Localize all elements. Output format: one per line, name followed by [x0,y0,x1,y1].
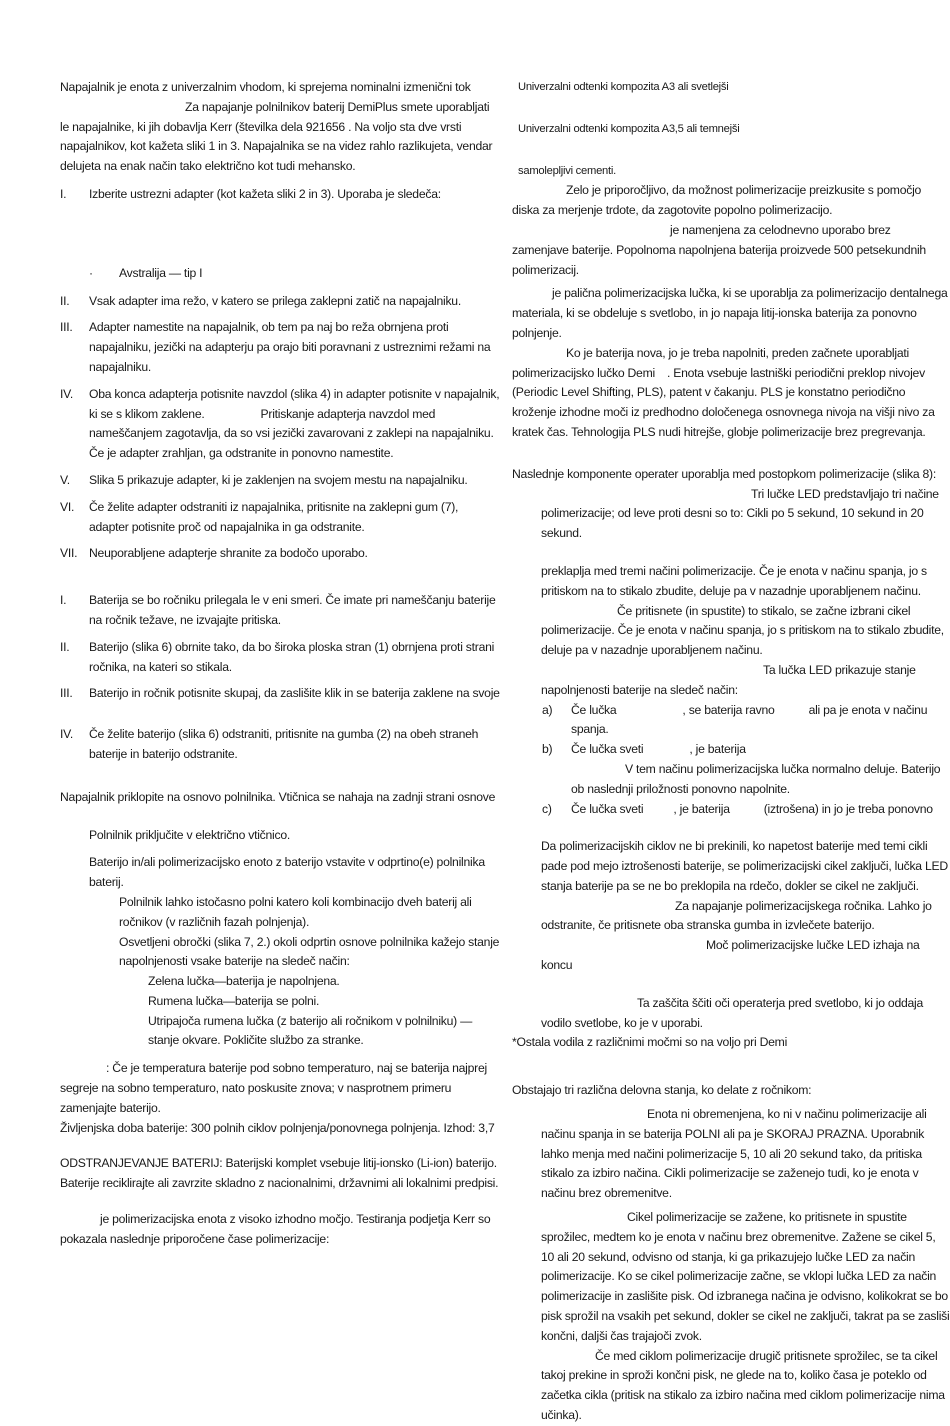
pen-light-description: je palična polimerizacijska lučka, ki se uporablja za polimerizacijo dentalnega materiala, ki se obdeluje s svetlobo, in jo napaja litij-ionska baterija za ponovno polnjenje. [512,286,948,340]
charger-rings: Osvetljeni obročki (slika 7, 2.) okoli odprtin osnove polnilnika kažejo stanje napolnjenosti vsake baterije na sledeč način: [119,934,500,969]
three-states-intro: Obstajajo tri različna delovna stanja, ko delate z ročnikom: [512,1083,812,1098]
charger-connect: Napajalnik priklopite na osnovo polnilnika. Vtičnica se nahaja na zadnji strani osnove [60,789,496,804]
temperature-note: : Če je temperatura baterije pod sobno temperaturo, naj se baterija najprej segreje na sobno temperaturo, nato poskusite znova; v nasprotnem primeru zamenjajte baterijo. [60,1061,487,1115]
mode-switch: preklaplja med tremi načini polimerizacije. Če je enota v načinu spanja, jo s pritiskom na to stikalo zbudite, deluje pa v nazadnje uporabljenem načinu. [541,563,927,598]
high-output-note: je polimerizacijska enota z visoko izhodno močjo. Testiranja podjetja Kerr so pokazala naslednje priporočene čase polimerizacije: [60,1212,491,1246]
bullet-dot: · [89,265,93,280]
battery-disposal: ODSTRANJEVANJE BATERIJ: Baterijski komplet vsebuje litij-ionsko (Li-ion) baterijo. Baterije reciklirajte ali zavrzite skladno z nacionalnimi, državnimi ali lokalnimi predpisi. [60,1156,499,1191]
power-supply-intro-cont: Za napajanje polnilnikov baterij DemiPlus smete uporabljati le napajalnike, ki jih dobavlja Kerr (številka dela 921656 . Na voljo sta dve vrsti napajalnikov, kot kažeta sliki 1 in 3. Napajalnika se na videz rahlo razlikujeta, vendar delujeta na enak način tako električno kot tudi mehansko. [60,99,493,174]
left-column [60,78,500,1250]
components-intro: Naslednje komponente operater uporablja med postopkom polimerizacije (slika 8): [512,466,936,481]
pls-description: . Enota vsebuje lastniški periodični preklop nivojev (Periodic Level Shifting, PLS), patent v čakanju. PLS je konstatno periodično kroženje izhodne moči iz predhodno določenega osnovnega nivoja na višji nivo za kratek čas. Tehnologija PLS nudi hitrejše, globje polimerizacije brez pregrevanja. [512,365,935,439]
charger-plug: Polnilnik priključite v električno vtičnico. [89,827,291,842]
hardness-recommendation: Zelo je priporočljivo, da možnost polimerizacije preizkusite s pomočjo diska za merjenje trdote, da zagotovite popolno polimerizacijo. [512,183,922,218]
battery-status-led: Ta lučka LED prikazuje stanje napolnjenosti baterije na sledeč način: [541,662,916,697]
battery-power-note: Za napajanje polimerizacijskega ročnika. Lahko jo odstranite, če pritisnete oba stranska gumba in izvlečete baterijo. [541,898,932,933]
battery-step-3: III. Baterijo in ročnik potisnite skupaj, da zaslišite klik in se baterija zaklene na svoje [60,686,500,701]
no-interrupt-note: Da polimerizacijskih ciklov ne bi prekinili, ko napetost baterije med temi cikli pade pod mejo iztrošenosti baterije, se polimerizacijski cikel zaključi, lučka LED stanja baterije pa se ne bo preklopila na rdečo, dokler se cikel ne zaključi. [541,839,948,893]
adapter-step-6: VI. Če želite adapter odstraniti iz napajalnika, pritisnite na zaklepni gum (7), adapter potisnite proč od napajalnika in ga odstranite. [60,499,459,534]
state-second-press: Če med ciklom polimerizacije drugič pritisnete sprožilec, se ta cikel takoj prekine in sproži končni pisk, ne glede na to, koliko časa je poteklo od začetka cikla (pritisk na stikalo za izbiro načina med ciklom polimerizacije nima učinka). [541,1348,945,1423]
adapter-step-4: IV. Oba konca adapterja potisnite navzdol (slika 4) in adapter potisnite v napajalnik, ki se s klikom zaklene. Pritiskanje adapterja navzdol med nameščanjem zagotavlja, da so vsi jezički zavarovani z zaklepi na napajalniku. Če je adapter zrahljan, ga odstranite in ponovno namestite. [60,386,500,461]
status-item-c: c) Če lučka sveti , je baterija (iztrošena) in jo je treba ponovno [542,801,933,816]
adapter-step-7: VII. Neuporabljene adapterje shranite za bodočo uporabo. [60,546,368,561]
led-green: Zelena lučka—baterija je napolnjena. [148,974,340,989]
australia-item: · Avstralija — tip I [60,264,500,284]
battery-life: Življenjska doba baterije: 300 polnih ciklov polnjenja/ponovnega polnjenja. Izhod: 3,7 [60,1120,495,1135]
adapter-step-1: I. Izberite ustrezni adapter (kot kažeta sliki 2 in 3). Uporaba je sledeča: [60,186,441,201]
eye-shield-note: Ta zaščita ščiti oči operaterja pred svetlobo, ki jo oddaja vodilo svetlobe, ko je v uporabi. [541,995,924,1030]
adapter-step-5: V. Slika 5 prikazuje adapter, ki je zaklenjen na svojem mestu na napajalniku. [60,472,468,487]
adapter-step-2: II. Vsak adapter ima režo, v katero se prilega zaklepni zatič na napajalniku. [60,293,461,308]
battery-step-4: IV. Če želite baterijo (slika 6) odstraniti, pritisnite na gumba (2) na obeh straneh baterije in baterijo odstranite. [60,727,479,761]
right-column [512,78,950,1426]
mode-leds: Tri lučke LED predstavljajo tri načine polimerizacije; od leve proti desni so to: Cikli po 5 sekund, 10 sekund in 20 sekund. [541,486,939,541]
status-item-a: a) Če lučka , se baterija ravno ali pa je enota v načinu spanja. [542,702,928,737]
power-supply-intro: Napajalnik je enota z univerzalnim vhodom, ki sprejema nominalni izmenični tok [60,80,471,94]
battery-step-1: I. Baterija se bo ročniku prilegala le v eni smeri. Če imate pri nameščanju baterije na ročnik težave, ne izvajajte pritiska. [60,593,496,627]
status-item-b: b) Če lučka sveti , je baterija V tem načinu polimerizacijska lučka normalno deluje. Baterijo ob naslednji priložnosti ponovno napolnite. [542,742,941,796]
self-adhesive-cements: samolepljivi cementi. [518,164,616,177]
all-day-use: je namenjena za celodnevno uporabo brez zamenjave baterije. Popolnoma napolnjena baterija proizvede 500 petsekundnih polimerizacij. [512,222,926,277]
new-battery-note: Ko je baterija nova, jo je treba napolniti, preden začnete uporabljati polimerizacijsko lučko Demi [512,345,909,380]
trigger-switch: Če pritisnete (in spustite) to stikalo, se začne izbrani cikel polimerizacije. Če je enota v načinu spanja, jo s pritiskom na to stikalo zbudite, deluje pa v nazadnje uporabljenem načinu. [541,603,944,658]
led-power-note: Moč polimerizacijske lučke LED izhaja na koncu [541,938,920,973]
led-blink: Utripajoča rumena lučka (z baterijo ali ročnikom v polnilniku) — stanje okvare. Pokličite službo za stranke. [148,1013,473,1048]
adapter-step-3: III. Adapter namestite na napajalnik, ob tem pa naj bo reža obrnjena proti napajalniku, jezički na adapterju pa orajo biti poravnani z ustreznimi režami na napajalniku. [60,320,491,374]
battery-step-2: II. Baterijo (slika 6) obrnite tako, da bo široka ploska stran (1) obrnjena proti strani ročnika, na kateri so stikala. [60,639,495,674]
shade-a35: Univerzalni odtenki kompozita A3,5 ali temnejši [518,122,740,135]
state-cycle: Cikel polimerizacije se zažene, ko pritisnete in spustite sprožilec, medtem ko je enota v načinu brez obremenitve. Zažene se cikel 5, 10 ali 20 sekund, odvisno od stanja, ki ga prikazujejo lučke LED za način polimerizacije. Ko se cikel polimerizacije začne, se vklopi lučka LED za način polimerizacije in zaslišite pisk. Od izbranega načina je odvisno, kolikokrat se bo pisk sprožil na vsakih pet sekund, dokler se cikel ne zaključi, takrat pa se zasliši končni, daljši čas trajajoči zvok. [541,1210,950,1343]
charger-insert: Baterijo in/ali polimerizacijsko enoto z baterijo vstavite v odprtino(e) polnilnika baterij. [89,855,485,890]
other-light-guides: *Ostala vodila z različnimi močmi so na voljo pri Demi [512,1035,788,1050]
state-idle: Enota ni obremenjena, ko ni v načinu polimerizacije ali načinu spanja in se baterija POLNI ali pa je SKORAJ PRAZNA. Uporabnik lahko menja med načini polimerizacije 5, 10 ali 20 sekund tako, da pritiska stikalo za izbiro načina. Cikli polimerizacije se zaženejo tudi, ko je enota v načinu brez obremenitve. [541,1107,927,1201]
shade-a3: Univerzalni odtenki kompozita A3 ali svetlejši [518,81,729,93]
charger-any-combination: Polnilnik lahko istočasno polni katero koli kombinacijo dveh baterij ali ročnikov (v različnih fazah polnjenja). [119,894,472,929]
led-amber: Rumena lučka—baterija se polni. [148,993,320,1008]
